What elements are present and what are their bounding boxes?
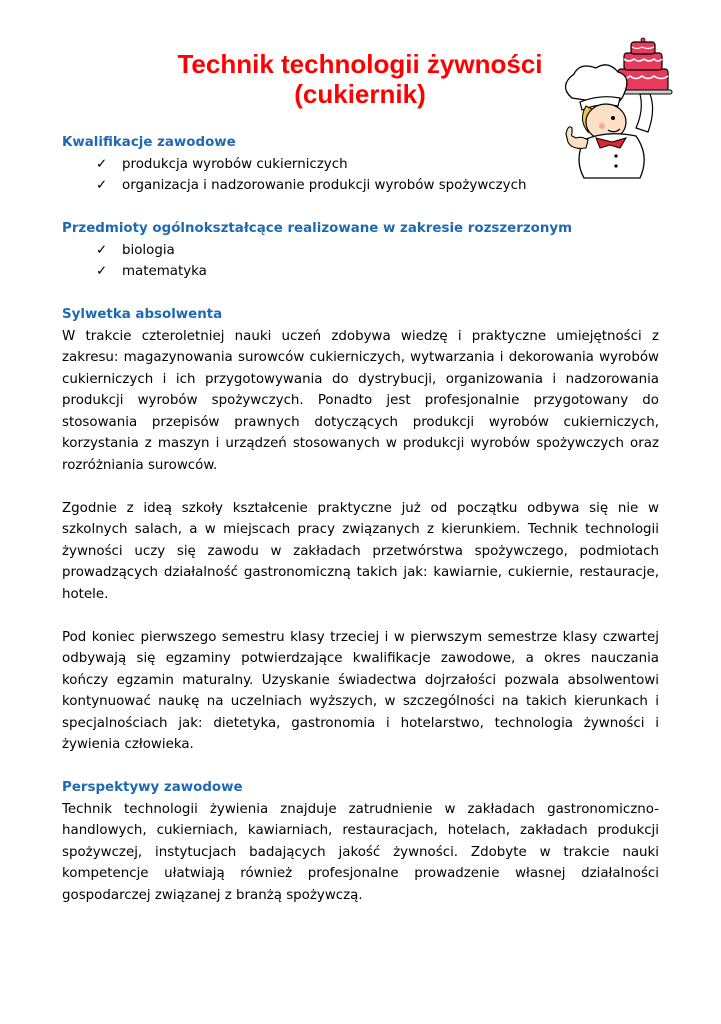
list-item bbox=[96, 175, 659, 197]
qualifications-list bbox=[62, 154, 659, 197]
paragraph: Zgodnie z ideą szkoły kształcenie praktyczne już od początku odbywa się nie w szkolnych salach, a w miejscach pracy związanych z kierunkiem. Technik technologii żywności uczy się zawodu w zakładach przetwórstwa spożywczego, podmiotach prowadzących działalność gastronomiczną takich jak: kawiarnie, cukiernie, restauracje, hotele. bbox=[62, 500, 659, 602]
check-icon: ✓ bbox=[96, 242, 108, 258]
page-title bbox=[110, 49, 610, 109]
document-body bbox=[62, 132, 659, 906]
section-heading: Perspektywy zawodowe bbox=[62, 780, 243, 795]
paragraph: W trakcie czteroletniej nauki uczeń zdobywa wiedzę i praktyczne umiejętności z zakresu: magazynowania surowców cukierniczych, wytwarzania i dekorowania wyrobów cukierniczych i ich przygotowywania do dystrybucji, organizowania i nadzorowania produkcji wyrobów spożywczych. Ponadto jest profesjonalnie przygotowany do stosowania przepisów prawnych dotyczących produkcji wyrobów cukierniczych, korzystania z maszyn i urządzeń stosowanych w produkcji wyrobów spożywczych oraz rozróżniania surowców. bbox=[62, 328, 659, 473]
list-item bbox=[96, 261, 659, 283]
paragraph: Technik technologii żywienia znajduje zatrudnienie w zakładach gastronomiczno-handlowych, cukierniach, kawiarniach, restauracjach, hotelach, zakładach produkcji spożywczej, instytucjach badających jakość żywności. Zdobyte w trakcie nauki kompetencje ułatwiają również profesjonalne prowadzenie własnej działalności gospodarczej związanej z branżą spożywczą. bbox=[62, 801, 659, 903]
section-heading: Sylwetka absolwenta bbox=[62, 307, 223, 322]
section-perspektywy bbox=[62, 777, 659, 906]
paragraph: Pod koniec pierwszego semestru klasy trzeciej i w pierwszym semestrze klasy czwartej odbywają się egzaminy potwierdzające kwalifikacje zawodowe, a okres nauczania kończy egzamin maturalny. Uzyskanie świadectwa dojrzałości pozwala absolwentowi kontynuować naukę na uczelniach wyższych, w szczególności na takich kierunkach i specjalnościach jak: dietetyka, gastronomia i hotelarstwo, technologia żywności i żywienia człowieka. bbox=[62, 629, 659, 752]
list-item bbox=[96, 240, 659, 262]
list-item-text: produkcja wyrobów cukierniczych bbox=[122, 156, 348, 172]
check-icon: ✓ bbox=[96, 264, 108, 279]
section-przedmioty bbox=[62, 218, 659, 283]
list-item-text: organizacja i nadzorowanie produkcji wyrobów spożywczych bbox=[122, 178, 527, 193]
list-item-text: matematyka bbox=[122, 264, 207, 279]
subjects-list bbox=[62, 240, 659, 283]
check-icon: ✓ bbox=[96, 178, 108, 193]
section-sylwetka bbox=[62, 304, 659, 756]
section-heading: Przedmioty ogólnokształcące realizowane w zakresie rozszerzonym bbox=[62, 221, 573, 236]
check-icon: ✓ bbox=[96, 156, 108, 172]
list-item-text: biologia bbox=[122, 242, 175, 258]
title-line-1: Technik technologii żywności bbox=[177, 49, 543, 79]
list-item bbox=[96, 154, 659, 176]
section-heading: Kwalifikacje zawodowe bbox=[62, 135, 236, 150]
section-kwalifikacje bbox=[62, 132, 659, 197]
title-line-2: (cukiernik) bbox=[294, 79, 426, 109]
